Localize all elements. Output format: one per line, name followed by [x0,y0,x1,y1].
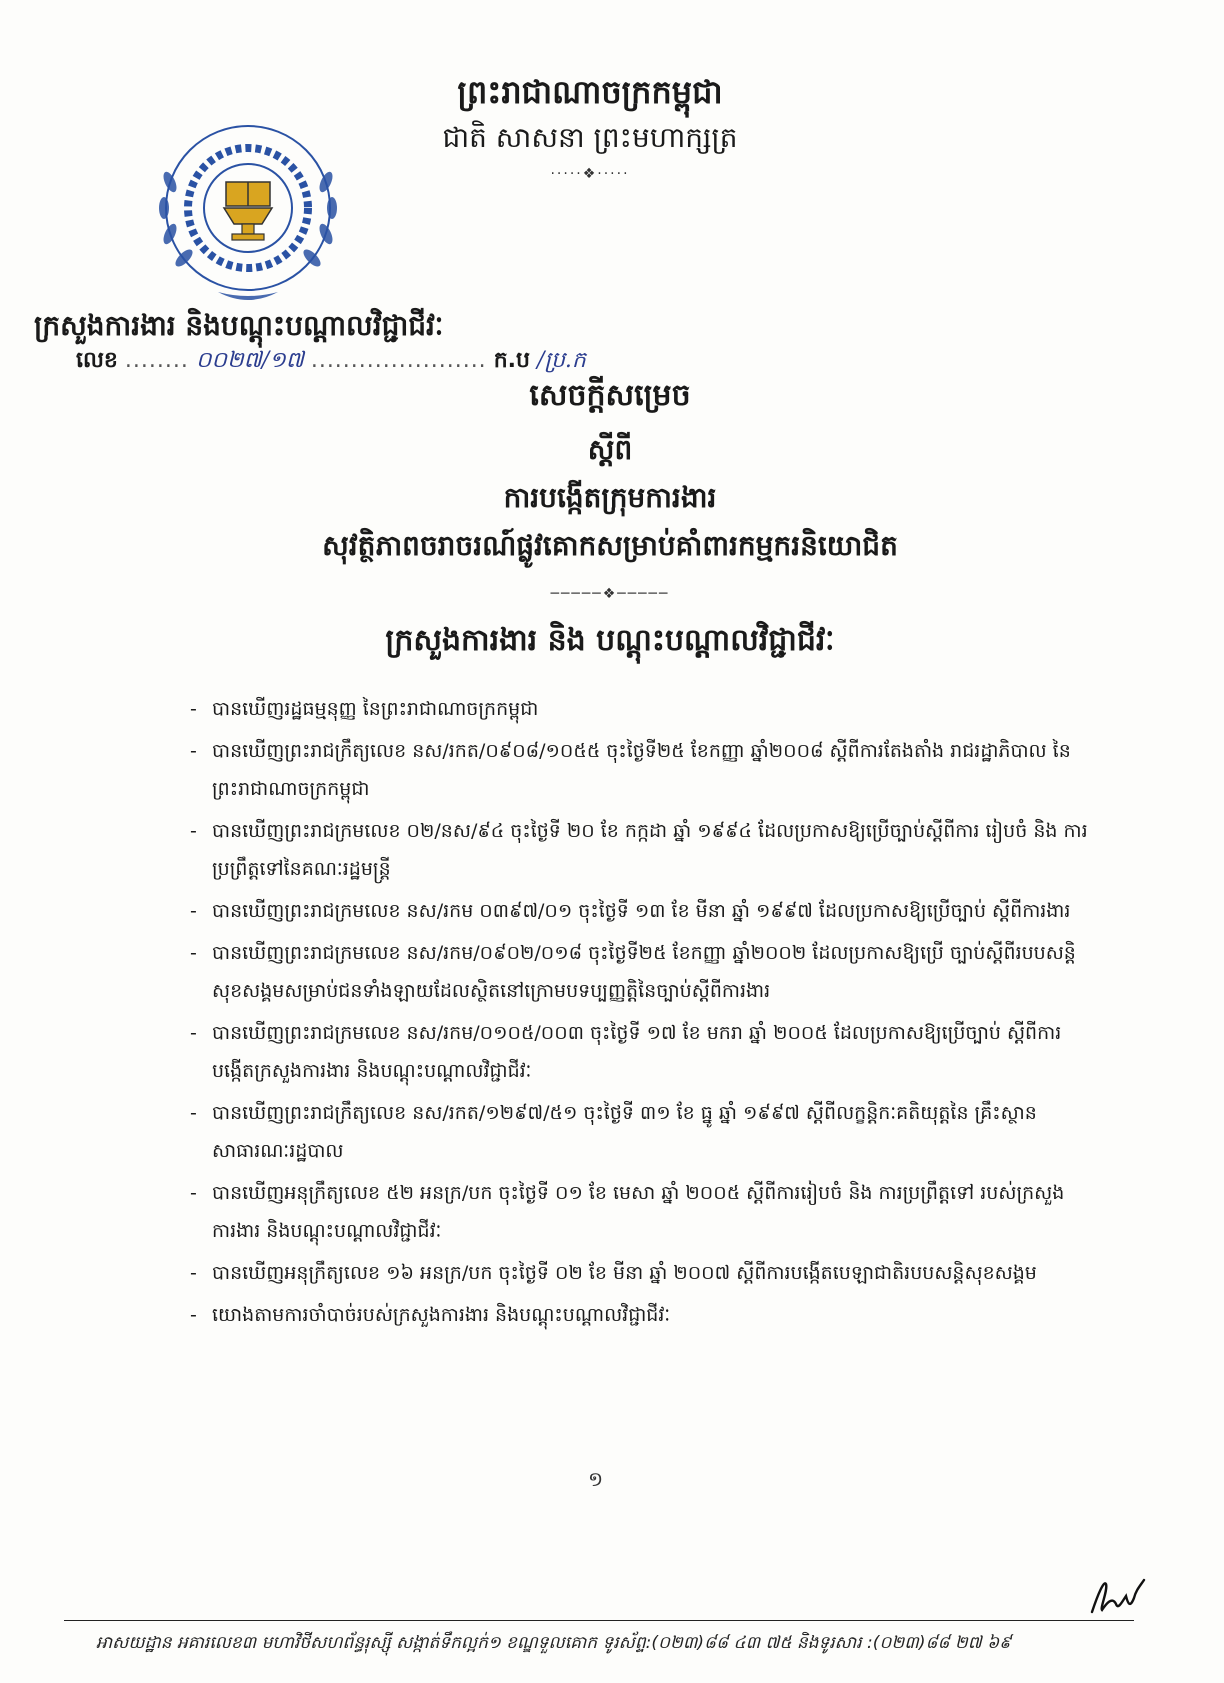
ministry-name: ក្រសួងការងារ និងបណ្តុះបណ្តាលវិជ្ជាជីវៈ [34,309,444,342]
ref-number: ០០២៧/១៧ [195,348,304,373]
list-item: - បានឃើញព្រះរាជក្រមលេខ នស/រកម ០៣៩៧/០១ ចុះថ្ងៃទី ១៣ ខែ មីនា ឆ្នាំ ១៩៩៧ ដែលប្រកាសឱ្យប្រើច្បាប់ ស្តីពីការងារ [190,900,1071,922]
list-item: - បានឃើញព្រះរាជក្រមលេខ ០២/នស/៩៤ ចុះថ្ងៃទី ២០ ខែ កក្កដា ឆ្នាំ ១៩៩៤ ដែលប្រកាសឱ្យប្រើច្បាប់ស្តីពីការ រៀបចំ និង ការប្រព្រឹត្តទៅនៃគណៈរដ្ឋមន្ត្រី [190,820,1088,880]
ministry-logo [148,112,348,312]
list-item: - បានឃើញអនុក្រឹត្យលេខ ៥២ អនក្រ/បក ចុះថ្ងៃទី ០១ ខែ មេសា ឆ្នាំ ២០០៥ ស្តីពីការរៀបចំ និង ការប្រព្រឹត្តទៅ របស់ក្រសួងការងារ និងបណ្តុះបណ្តាលវិជ្ជាជីវៈ [190,1182,1065,1242]
national-motto: ជាតិ សាសនា ព្រះមហាក្សត្រ [442,121,738,154]
reference-number-line: លេខ ........ ០០២៧/១៧ ...................... ក.ប /ប្រ.ក [76,348,586,373]
list-item: - បានឃើញព្រះរាជក្រមលេខ នស/រកម/០១០៥/០០៣ ចុះថ្ងៃទី ១៧ ខែ មករា ឆ្នាំ ២០០៥ ដែលប្រកាសឱ្យប្រើច្បាប់ ស្តីពីការបង្កើតក្រសួងការងារ និងបណ្តុះបណ្តាលវិជ្ជាជីវៈ [190,1022,1062,1082]
ornament-divider: ·····❖····· [550,166,630,182]
footer-address: អាសយដ្ឋាន អគារលេខ៣ មហាវិថីសហព័ន្ធរុស្ស៊ី សង្កាត់ទឹកល្អក់១ ខណ្ឌទួលគោក ទូរស័ព្ទ:(០២៣)៨៨ ៤៣ ៧៥ និងទូរសារ :(០២៣)៨៨ ២៧ ៦៩ [96,1633,1012,1653]
ref-label: លេខ [76,348,118,373]
list-item: - បានឃើញអនុក្រឹត្យលេខ ១៦ អនក្រ/បក ចុះថ្ងៃទី ០២ ខែ មីនា ឆ្នាំ ២០០៧ ស្តីពីការបង្កើតបេឡាជាតិរបបសន្តិសុខសង្គម [190,1262,1037,1284]
title-line-1: សេចក្តីសម្រេច [529,378,691,413]
title-line-4: សុវត្ថិភាពចរាចរណ៍ផ្លូវគោកសម្រាប់គាំពារកម្មករនិយោជិត [322,529,898,562]
list-item: - យោងតាមការចាំបាច់របស់ក្រសួងការងារ និងបណ្តុះបណ្តាលវិជ្ជាជីវៈ [190,1304,671,1326]
page-number: ១ [588,1467,604,1491]
ref-suffix-label: ក.ប [493,348,530,373]
ref-suffix-value: /ប្រ.ក [536,348,586,373]
list-item: - បានឃើញរដ្ឋធម្មនុញ្ញ នៃព្រះរាជាណាចក្រកម្ពុជា [190,698,539,720]
footer-divider [64,1620,1134,1621]
ornament-divider: ─────❖───── [550,586,670,602]
kingdom-title: ព្រះរាជាណាចក្រកម្ពុជា [457,73,723,111]
decision-title [200,372,1020,602]
issuer-heading: ក្រសួងការងារ និង បណ្តុះបណ្តាលវិជ្ជាជីវៈ [385,623,835,658]
list-item: - បានឃើញព្រះរាជក្រមលេខ នស/រកម/០៩០២/០១៨ ចុះថ្ងៃទី២៥ ខែកញ្ញា ឆ្នាំ២០០២ ដែលប្រកាសឱ្យប្រើ ច្បាប់ស្តីពីរបបសន្តិសុខសង្គមសម្រាប់ជនទាំងឡាយដែលស្ថិតនៅក្រោមបទប្បញ្ញត្តិនៃច្បាប់ស្តីពីការងារ [190,942,1076,1002]
legal-basis-list [190,690,1095,1338]
signature-mark [1086,1574,1146,1618]
kingdom-header [380,70,800,182]
title-line-3: ការបង្កើតក្រុមការងារ [503,481,717,514]
list-item: - បានឃើញព្រះរាជក្រឹត្យលេខ នស/រកត/០៩០៨/១០៥៥ ចុះថ្ងៃទី២៥ ខែកញ្ញា ឆ្នាំ២០០៨ ស្តីពីការតែងតាំង រាជរដ្ឋាភិបាល នៃព្រះរាជាណាចក្រកម្ពុជា [190,740,1071,800]
title-line-2: ស្តីពី [587,433,633,466]
list-item: - បានឃើញព្រះរាជក្រឹត្យលេខ នស/រកត/១២៩៧/៥១ ចុះថ្ងៃទី ៣១ ខែ ធ្នូ ឆ្នាំ ១៩៩៧ ស្តីពីលក្ខន្តិកៈគតិយុត្តនៃ គ្រឹះស្ថានសាធារណៈរដ្ឋបាល [190,1102,1037,1162]
